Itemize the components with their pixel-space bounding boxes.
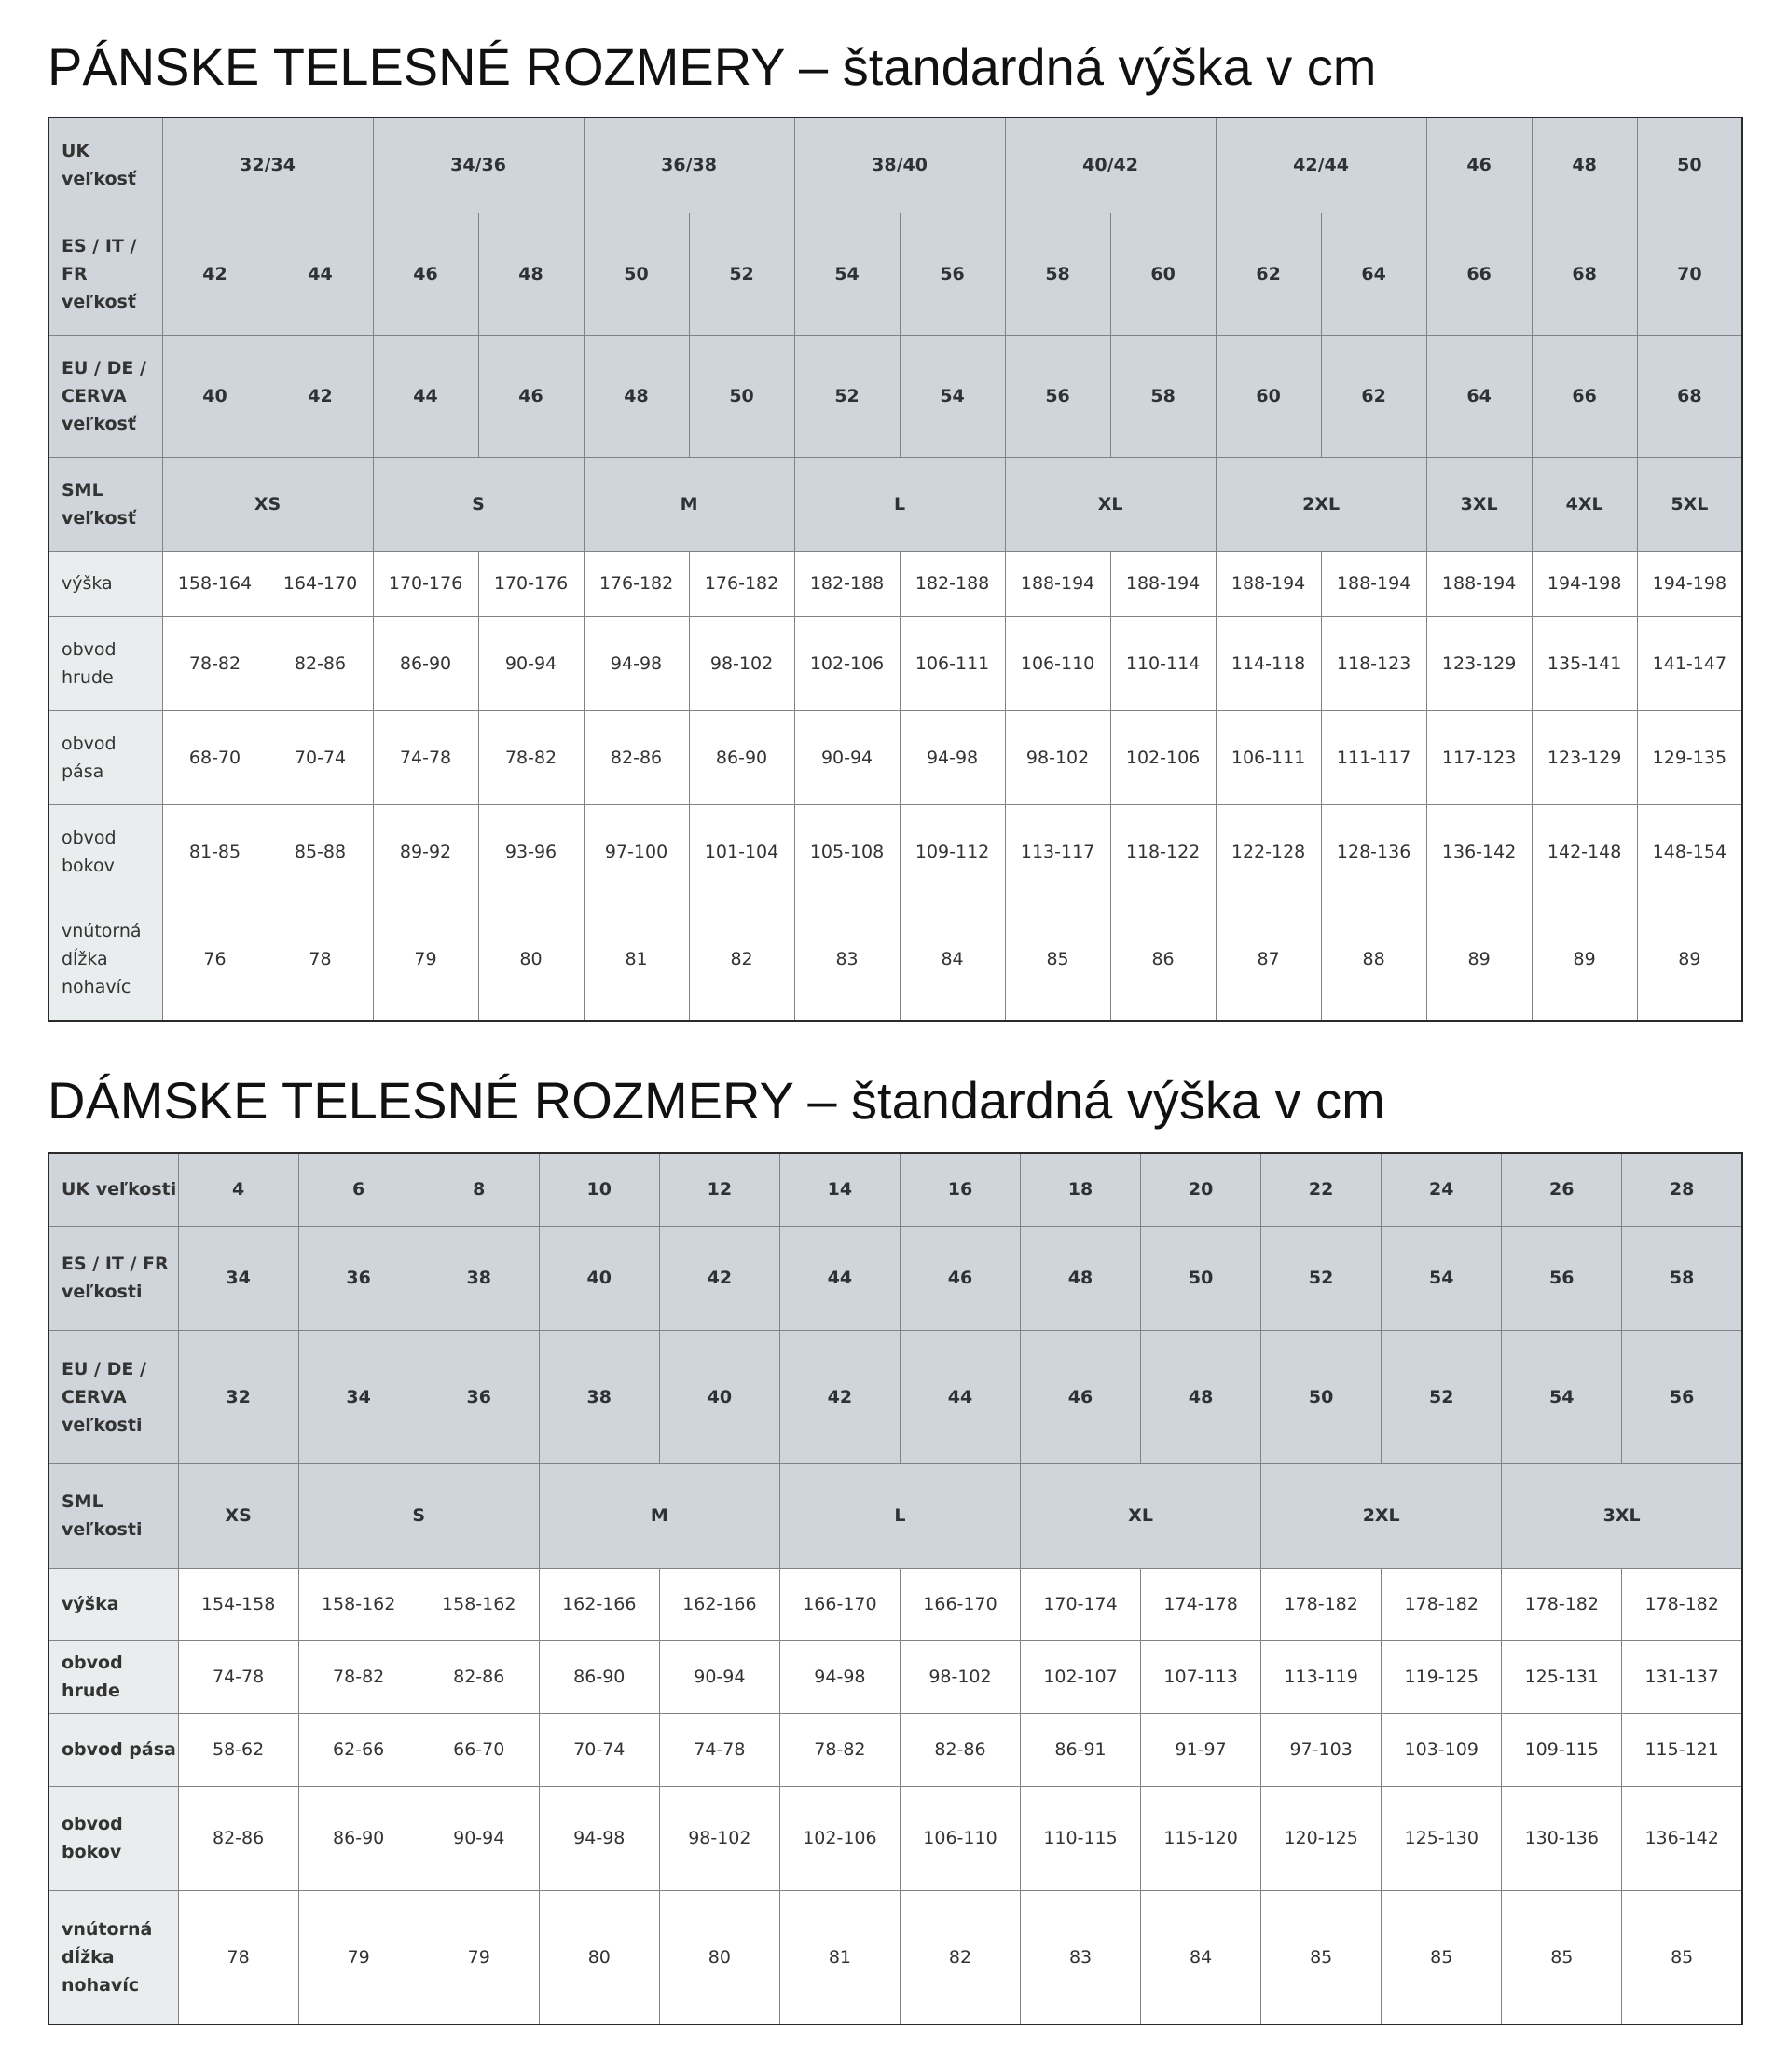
size-cell: 16 [900,1153,1020,1226]
measurement-cell: 85 [1005,899,1110,1021]
measurement-cell: 123-129 [1532,710,1637,804]
size-cell: 3XL [1502,1463,1742,1568]
measurement-cell: 81 [584,899,689,1021]
measurement-cell: 74-78 [659,1713,779,1786]
measurement-cell: 98-102 [1005,710,1110,804]
men-measurement-row [48,710,1742,804]
measurement-cell: 158-164 [162,551,268,616]
measurement-cell: 86-90 [539,1640,659,1713]
size-cell: 24 [1382,1153,1502,1226]
size-cell: 56 [1005,335,1110,457]
measurement-cell: 194-198 [1532,551,1637,616]
size-cell: 42 [779,1330,900,1463]
size-cell: 50 [689,335,794,457]
measurement-cell: 74-78 [373,710,478,804]
measurement-cell: 164-170 [268,551,373,616]
row-label: UK veľkosť [48,117,162,213]
size-cell: 48 [1532,117,1637,213]
women-measurement-row [48,1786,1742,1890]
size-cell: 8 [419,1153,539,1226]
measurement-cell: 106-110 [900,1786,1020,1890]
measurement-cell: 86-91 [1021,1713,1141,1786]
measurement-cell: 135-141 [1532,616,1637,710]
measurement-cell: 85 [1622,1890,1742,2024]
measurement-cell: 89 [1426,899,1532,1021]
size-cell: 36 [298,1226,419,1330]
measurement-cell: 128-136 [1321,804,1426,899]
size-cell: 38/40 [794,117,1005,213]
size-cell: 34 [298,1330,419,1463]
measurement-cell: 188-194 [1110,551,1216,616]
size-cell: 40 [162,335,268,457]
measurement-cell: 93-96 [478,804,584,899]
measurement-cell: 103-109 [1382,1713,1502,1786]
measurement-cell: 81 [779,1890,900,2024]
measurement-cell: 85 [1261,1890,1382,2024]
row-label: ES / IT / FR veľkosť [48,213,162,335]
measurement-cell: 170-176 [373,551,478,616]
size-cell: 62 [1321,335,1426,457]
measurement-cell: 110-115 [1021,1786,1141,1890]
size-cell: 46 [900,1226,1020,1330]
row-label: obvod bokov [48,804,162,899]
measurement-cell: 82-86 [584,710,689,804]
size-cell: 26 [1502,1153,1622,1226]
size-cell: 46 [373,213,478,335]
row-label: výška [48,551,162,616]
size-cell: 48 [478,213,584,335]
measurement-cell: 89 [1532,899,1637,1021]
measurement-cell: 182-188 [900,551,1005,616]
measurement-cell: 130-136 [1502,1786,1622,1890]
size-cell: 46 [1021,1330,1141,1463]
measurement-cell: 85 [1382,1890,1502,2024]
size-cell: 34 [178,1226,298,1330]
measurement-cell: 82-86 [268,616,373,710]
measurement-cell: 105-108 [794,804,900,899]
measurement-cell: 89 [1637,899,1742,1021]
row-label: obvod hrude [48,1640,178,1713]
size-cell: 44 [373,335,478,457]
measurement-cell: 188-194 [1216,551,1321,616]
measurement-cell: 78-82 [779,1713,900,1786]
size-cell: 4XL [1532,457,1637,551]
measurement-cell: 102-106 [1110,710,1216,804]
measurement-cell: 176-182 [689,551,794,616]
size-cell: 50 [1261,1330,1382,1463]
size-cell: 34/36 [373,117,584,213]
measurement-cell: 120-125 [1261,1786,1382,1890]
measurement-cell: 91-97 [1141,1713,1261,1786]
measurement-cell: 90-94 [794,710,900,804]
measurement-cell: 125-130 [1382,1786,1502,1890]
row-label: obvod hrude [48,616,162,710]
women-measurement-row [48,1890,1742,2024]
measurement-cell: 82 [900,1890,1020,2024]
size-cell: 58 [1005,213,1110,335]
measurement-cell: 158-162 [298,1568,419,1640]
measurement-cell: 102-106 [794,616,900,710]
men-header-row [48,213,1742,335]
measurement-cell: 70-74 [268,710,373,804]
measurement-cell: 188-194 [1005,551,1110,616]
size-cell: 56 [1502,1226,1622,1330]
measurement-cell: 80 [539,1890,659,2024]
size-cell: 38 [539,1330,659,1463]
measurement-cell: 90-94 [478,616,584,710]
size-cell: M [584,457,794,551]
women-size-chart-title: DÁMSKE TELESNÉ ROZMERY – štandardná výška v cm [48,1071,1385,1130]
size-cell: S [298,1463,539,1568]
measurement-cell: 70-74 [539,1713,659,1786]
size-cell: 54 [794,213,900,335]
size-cell: 58 [1110,335,1216,457]
measurement-cell: 101-104 [689,804,794,899]
size-cell: 32/34 [162,117,373,213]
women-header-row [48,1153,1742,1226]
size-cell: 32 [178,1330,298,1463]
measurement-cell: 86 [1110,899,1216,1021]
measurement-cell: 86-90 [298,1786,419,1890]
men-header-row [48,335,1742,457]
men-size-chart-title: PÁNSKE TELESNÉ ROZMERY – štandardná výška v cm [48,37,1377,96]
size-cell: 48 [1141,1330,1261,1463]
measurement-cell: 178-182 [1382,1568,1502,1640]
measurement-cell: 102-107 [1021,1640,1141,1713]
women-measurement-row [48,1568,1742,1640]
measurement-cell: 86-90 [689,710,794,804]
size-cell: 12 [659,1153,779,1226]
measurement-cell: 78-82 [162,616,268,710]
row-label: obvod pása [48,710,162,804]
measurement-cell: 82-86 [419,1640,539,1713]
men-measurement-row [48,804,1742,899]
measurement-cell: 174-178 [1141,1568,1261,1640]
row-label: EU / DE / CERVA veľkosť [48,335,162,457]
size-cell: 60 [1110,213,1216,335]
size-cell: M [539,1463,779,1568]
measurement-cell: 84 [1141,1890,1261,2024]
size-cell: 4 [178,1153,298,1226]
measurement-cell: 178-182 [1502,1568,1622,1640]
men-header-row [48,117,1742,213]
measurement-cell: 84 [900,899,1005,1021]
size-cell: 42 [162,213,268,335]
measurement-cell: 74-78 [178,1640,298,1713]
women-header-row [48,1226,1742,1330]
measurement-cell: 158-162 [419,1568,539,1640]
size-cell: 50 [1637,117,1742,213]
size-cell: 44 [779,1226,900,1330]
row-label: obvod pása [48,1713,178,1786]
men-size-table [48,117,1743,1022]
women-header-row [48,1330,1742,1463]
size-cell: 50 [1141,1226,1261,1330]
size-cell: 62 [1216,213,1321,335]
measurement-cell: 111-117 [1321,710,1426,804]
size-cell: 56 [1622,1330,1742,1463]
size-cell: 3XL [1426,457,1532,551]
measurement-cell: 188-194 [1426,551,1532,616]
measurement-cell: 110-114 [1110,616,1216,710]
size-cell: XL [1021,1463,1261,1568]
measurement-cell: 188-194 [1321,551,1426,616]
size-cell: 40 [539,1226,659,1330]
measurement-cell: 83 [794,899,900,1021]
measurement-cell: 94-98 [779,1640,900,1713]
size-cell: 64 [1426,335,1532,457]
size-cell: 2XL [1216,457,1426,551]
size-cell: 40 [659,1330,779,1463]
measurement-cell: 176-182 [584,551,689,616]
measurement-cell: 106-111 [900,616,1005,710]
size-cell: XS [162,457,373,551]
size-cell: 60 [1216,335,1321,457]
row-label: vnútorná dĺžka nohavíc [48,899,162,1021]
size-cell: 6 [298,1153,419,1226]
size-cell: 48 [1021,1226,1141,1330]
measurement-cell: 122-128 [1216,804,1321,899]
women-measurement-row [48,1713,1742,1786]
measurement-cell: 178-182 [1261,1568,1382,1640]
measurement-cell: 106-110 [1005,616,1110,710]
men-measurement-row [48,551,1742,616]
measurement-cell: 123-129 [1426,616,1532,710]
size-cell: 38 [419,1226,539,1330]
measurement-cell: 118-122 [1110,804,1216,899]
size-cell: 54 [900,335,1005,457]
measurement-cell: 125-131 [1502,1640,1622,1713]
size-cell: 42/44 [1216,117,1426,213]
size-cell: 36/38 [584,117,794,213]
measurement-cell: 68-70 [162,710,268,804]
size-cell: 44 [900,1330,1020,1463]
measurement-cell: 97-100 [584,804,689,899]
measurement-cell: 148-154 [1637,804,1742,899]
measurement-cell: 102-106 [779,1786,900,1890]
size-cell: 70 [1637,213,1742,335]
row-label: UK veľkosti [48,1153,178,1226]
measurement-cell: 79 [373,899,478,1021]
measurement-cell: 82-86 [900,1713,1020,1786]
size-cell: 5XL [1637,457,1742,551]
measurement-cell: 109-112 [900,804,1005,899]
measurement-cell: 83 [1021,1890,1141,2024]
measurement-cell: 94-98 [584,616,689,710]
size-cell: 50 [584,213,689,335]
measurement-cell: 109-115 [1502,1713,1622,1786]
measurement-cell: 81-85 [162,804,268,899]
measurement-cell: 62-66 [298,1713,419,1786]
size-cell: 42 [659,1226,779,1330]
size-cell: 68 [1637,335,1742,457]
size-cell: 14 [779,1153,900,1226]
measurement-cell: 85-88 [268,804,373,899]
measurement-cell: 97-103 [1261,1713,1382,1786]
size-cell: 2XL [1261,1463,1502,1568]
size-cell: 66 [1532,335,1637,457]
measurement-cell: 154-158 [178,1568,298,1640]
measurement-cell: 86-90 [373,616,478,710]
measurement-cell: 162-166 [659,1568,779,1640]
measurement-cell: 89-92 [373,804,478,899]
measurement-cell: 94-98 [900,710,1005,804]
size-cell: 48 [584,335,689,457]
size-cell: 52 [689,213,794,335]
size-cell: 22 [1261,1153,1382,1226]
measurement-cell: 106-111 [1216,710,1321,804]
size-cell: 54 [1502,1330,1622,1463]
women-header-row [48,1463,1742,1568]
size-cell: 64 [1321,213,1426,335]
measurement-cell: 80 [659,1890,779,2024]
measurement-cell: 142-148 [1532,804,1637,899]
row-label: ES / IT / FR veľkosti [48,1226,178,1330]
measurement-cell: 170-174 [1021,1568,1141,1640]
size-cell: 52 [1261,1226,1382,1330]
measurement-cell: 79 [298,1890,419,2024]
measurement-cell: 118-123 [1321,616,1426,710]
measurement-cell: 136-142 [1622,1786,1742,1890]
measurement-cell: 66-70 [419,1713,539,1786]
size-cell: XL [1005,457,1216,551]
size-cell: S [373,457,584,551]
measurement-cell: 113-119 [1261,1640,1382,1713]
size-cell: 66 [1426,213,1532,335]
measurement-cell: 170-176 [478,551,584,616]
row-label: EU / DE / CERVA veľkosti [48,1330,178,1463]
row-label: výška [48,1568,178,1640]
measurement-cell: 166-170 [779,1568,900,1640]
size-cell: 28 [1622,1153,1742,1226]
measurement-cell: 79 [419,1890,539,2024]
size-cell: 46 [1426,117,1532,213]
size-cell: 52 [794,335,900,457]
measurement-cell: 194-198 [1637,551,1742,616]
men-measurement-row [48,616,1742,710]
measurement-cell: 78-82 [298,1640,419,1713]
measurement-cell: 78 [178,1890,298,2024]
size-cell: L [794,457,1005,551]
size-cell: 52 [1382,1330,1502,1463]
measurement-cell: 113-117 [1005,804,1110,899]
men-header-row [48,457,1742,551]
measurement-cell: 115-121 [1622,1713,1742,1786]
measurement-cell: 94-98 [539,1786,659,1890]
measurement-cell: 98-102 [659,1786,779,1890]
measurement-cell: 88 [1321,899,1426,1021]
measurement-cell: 115-120 [1141,1786,1261,1890]
size-cell: 68 [1532,213,1637,335]
measurement-cell: 82 [689,899,794,1021]
size-cell: XS [178,1463,298,1568]
measurement-cell: 107-113 [1141,1640,1261,1713]
size-cell: 20 [1141,1153,1261,1226]
measurement-cell: 141-147 [1637,616,1742,710]
row-label: vnútorná dĺžka nohavíc [48,1890,178,2024]
measurement-cell: 58-62 [178,1713,298,1786]
measurement-cell: 136-142 [1426,804,1532,899]
measurement-cell: 78-82 [478,710,584,804]
measurement-cell: 98-102 [689,616,794,710]
measurement-cell: 98-102 [900,1640,1020,1713]
size-cell: L [779,1463,1020,1568]
measurement-cell: 90-94 [419,1786,539,1890]
measurement-cell: 178-182 [1622,1568,1742,1640]
men-measurement-row [48,899,1742,1021]
measurement-cell: 182-188 [794,551,900,616]
measurement-cell: 162-166 [539,1568,659,1640]
size-cell: 10 [539,1153,659,1226]
size-cell: 44 [268,213,373,335]
size-cell: 56 [900,213,1005,335]
measurement-cell: 131-137 [1622,1640,1742,1713]
women-size-table [48,1152,1743,2025]
measurement-cell: 119-125 [1382,1640,1502,1713]
row-label: obvod bokov [48,1786,178,1890]
measurement-cell: 166-170 [900,1568,1020,1640]
size-cell: 46 [478,335,584,457]
measurement-cell: 80 [478,899,584,1021]
measurement-cell: 117-123 [1426,710,1532,804]
size-cell: 40/42 [1005,117,1216,213]
size-cell: 42 [268,335,373,457]
measurement-cell: 114-118 [1216,616,1321,710]
measurement-cell: 87 [1216,899,1321,1021]
measurement-cell: 82-86 [178,1786,298,1890]
measurement-cell: 90-94 [659,1640,779,1713]
measurement-cell: 76 [162,899,268,1021]
row-label: SML veľkosti [48,1463,178,1568]
women-measurement-row [48,1640,1742,1713]
size-cell: 58 [1622,1226,1742,1330]
size-cell: 54 [1382,1226,1502,1330]
measurement-cell: 78 [268,899,373,1021]
measurement-cell: 129-135 [1637,710,1742,804]
measurement-cell: 85 [1502,1890,1622,2024]
size-cell: 18 [1021,1153,1141,1226]
row-label: SML veľkosť [48,457,162,551]
size-cell: 36 [419,1330,539,1463]
